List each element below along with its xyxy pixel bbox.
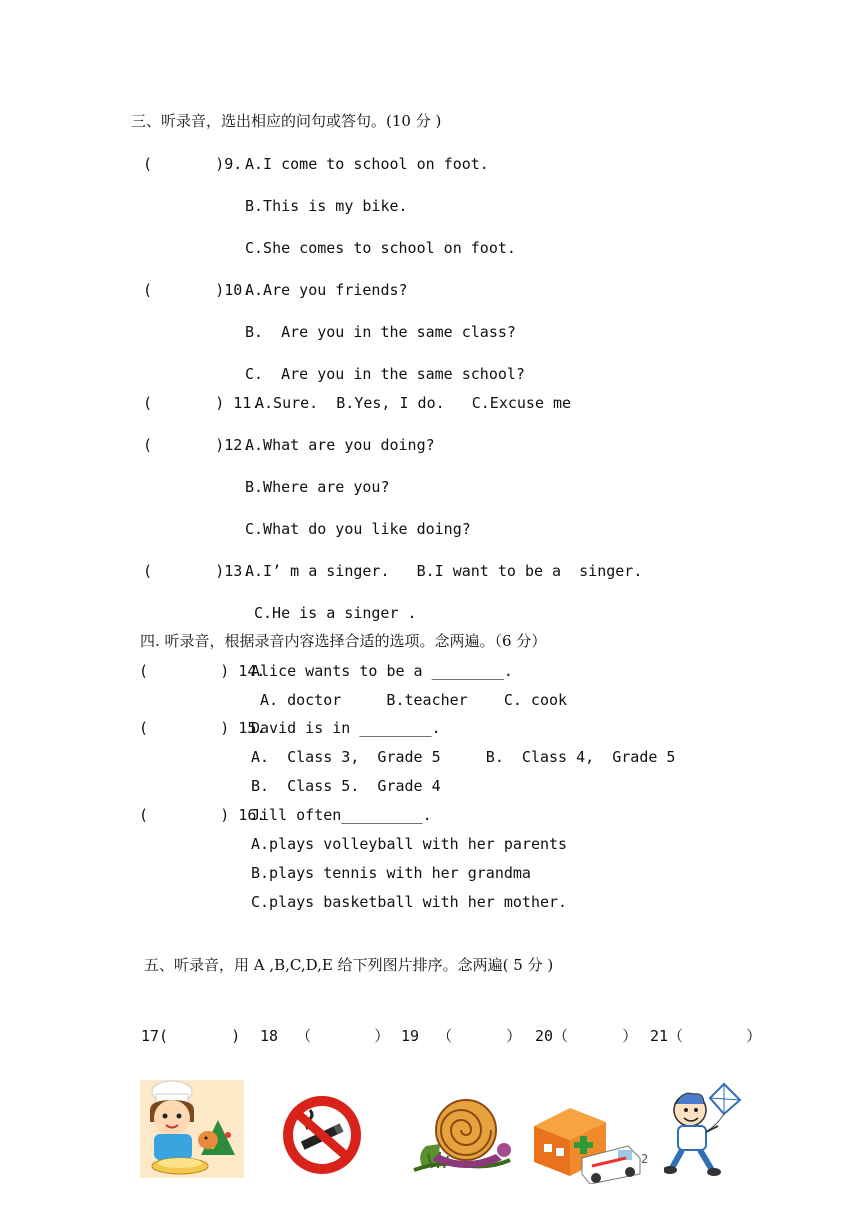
q11-blank[interactable]: ( ) 11. bbox=[143, 394, 261, 412]
q12-blank[interactable]: ( )12. bbox=[143, 436, 252, 454]
q15-stem: David is in ________. bbox=[251, 719, 441, 737]
q10-option-c: C. Are you in the same school? bbox=[245, 365, 525, 383]
q14-stem: Alice wants to be a ________. bbox=[251, 662, 513, 680]
section5-heading: 五、听录音，用 A ,B,C,D,E 给下列图片排序。念两遍( 5 分 ) bbox=[144, 956, 554, 974]
q14-blank[interactable]: ( ) 14. bbox=[139, 662, 266, 680]
q13-option-ab: A.I’ m a singer. B.I want to be a singer. bbox=[245, 562, 643, 580]
chef-girl-cake-icon bbox=[140, 1080, 244, 1178]
hospital-ambulance-icon bbox=[530, 1100, 644, 1184]
q13-option-c: C.He is a singer . bbox=[254, 604, 417, 622]
q9-option-c: C.She comes to school on foot. bbox=[245, 239, 516, 257]
q11-options: A.Sure. B.Yes, I do. C.Excuse me bbox=[255, 394, 572, 412]
q14-options: A. doctor B.teacher C. cook bbox=[260, 691, 568, 709]
blank-19[interactable]: 19 （ ） bbox=[401, 1027, 522, 1045]
q16-option-c: C.plays basketball with her mother. bbox=[251, 893, 568, 911]
q16-option-b: B.plays tennis with her grandma bbox=[251, 864, 531, 882]
boy-kite-icon bbox=[664, 1080, 744, 1178]
q12-option-a: A.What are you doing? bbox=[245, 436, 435, 454]
blank-21[interactable]: 21（ ） bbox=[650, 1027, 762, 1045]
q16-option-a: A.plays volleyball with her parents bbox=[251, 835, 568, 853]
section3-heading: 三、听录音，选出相应的问句或答句。(10 分 ) bbox=[131, 112, 442, 130]
q16-blank[interactable]: ( ) 16. bbox=[139, 806, 266, 824]
blank-20[interactable]: 20（ ） bbox=[535, 1027, 638, 1045]
q12-option-b: B.Where are you? bbox=[245, 478, 390, 496]
snail-icon bbox=[412, 1094, 516, 1174]
page-number: 2 bbox=[641, 1152, 649, 1166]
q9-blank[interactable]: ( )9. bbox=[143, 155, 243, 173]
q15-blank[interactable]: ( ) 15. bbox=[139, 719, 266, 737]
q15-options-line2: B. Class 5. Grade 4 bbox=[251, 777, 441, 795]
q9-option-a: A.I come to school on foot. bbox=[245, 155, 489, 173]
q12-option-c: C.What do you like doing? bbox=[245, 520, 471, 538]
q10-option-b: B. Are you in the same class? bbox=[245, 323, 516, 341]
q16-stem: Jill often_________. bbox=[251, 806, 432, 824]
q13-blank[interactable]: ( )13. bbox=[143, 562, 252, 580]
q15-options-line1: A. Class 3, Grade 5 B. Class 4, Grade 5 bbox=[251, 748, 676, 766]
section4-heading: 四. 听录音，根据录音内容选择合适的选项。念两遍。（6 分） bbox=[140, 632, 547, 650]
no-smoking-sign-icon bbox=[280, 1093, 364, 1177]
blank-18[interactable]: 18 （ ） bbox=[260, 1027, 390, 1045]
q10-option-a: A.Are you friends? bbox=[245, 281, 408, 299]
q10-blank[interactable]: ( )10. bbox=[143, 281, 252, 299]
q9-option-b: B.This is my bike. bbox=[245, 197, 408, 215]
blank-17[interactable]: 17( ) bbox=[141, 1027, 241, 1045]
